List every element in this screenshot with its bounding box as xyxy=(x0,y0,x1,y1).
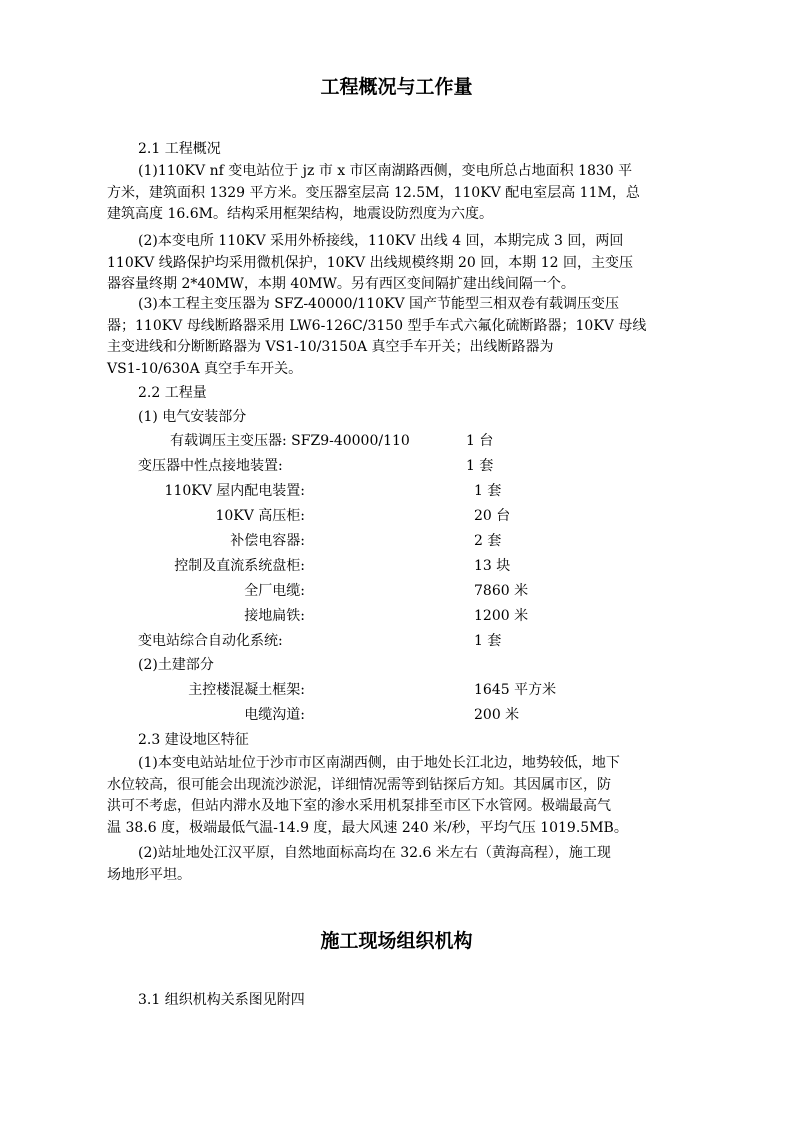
paragraph-2-1-1 xyxy=(107,161,657,226)
line: 建筑高度 16.6M。结构采用框架结构，地震设防烈度为六度。 xyxy=(107,206,493,222)
heading-3-1: 3.1 组织机构关系图见附四 xyxy=(138,992,305,1008)
item-value: 1 套 xyxy=(474,633,502,649)
section-title-organization: 施工现场组织机构 xyxy=(320,930,473,952)
subheading-electrical: (1) 电气安装部分 xyxy=(138,409,247,425)
item-label: 接地扁铁: xyxy=(244,608,305,624)
item-value: 1 套 xyxy=(474,483,502,499)
item-value: 1 套 xyxy=(466,458,494,474)
paragraph-2-3-1 xyxy=(107,753,657,839)
line: 方米，建筑面积 1329 平方米。变压器室层高 12.5M，110KV 配电室层高 11M，总 xyxy=(107,184,640,201)
item-label: 变电站综合自动化系统: xyxy=(138,633,283,649)
item-value: 1200 米 xyxy=(474,608,529,624)
item-label: 控制及直流系统盘柜: xyxy=(174,558,305,574)
item-label: 有载调压主变压器: SFZ9-40000/110 xyxy=(170,433,410,449)
line: (2)站址地处江汉平原，自然地面标高均在 32.6 米左右（黄海高程），施工现 xyxy=(138,845,611,861)
item-value: 20 台 xyxy=(474,508,511,524)
paragraph-2-1-2 xyxy=(107,231,657,296)
item-value: 1 台 xyxy=(466,433,494,449)
heading-2-1: 2.1 工程概况 xyxy=(138,141,221,157)
line: (2)本变电所 110KV 采用外桥接线，110KV 出线 4 回，本期完成 3 回，两回 xyxy=(138,233,624,249)
item-label: 变压器中性点接地装置: xyxy=(138,458,283,474)
paragraph-2-1-3 xyxy=(107,294,657,380)
item-label: 电缆沟道: xyxy=(244,707,305,723)
heading-2-3: 2.3 建设地区特征 xyxy=(138,732,249,748)
line: 洪可不考虑，但站内滞水及地下室的渗水采用机泵排至市区下水管网。极端最高气 xyxy=(107,798,611,814)
line: 器容量终期 2*40MW，本期 40MW。另有西区变间隔扩建出线间隔一个。 xyxy=(107,276,575,292)
item-label: 主控楼混凝土框架: xyxy=(188,682,305,698)
line: VS1-10/630A 真空手车开关。 xyxy=(107,360,303,377)
heading-2-2: 2.2 工程量 xyxy=(138,385,207,401)
item-label: 全厂电缆: xyxy=(244,583,305,599)
line: 器；110KV 母线断路器采用 LW6-126C/3150 型手车式六氟化硫断路器；10KV 母线 xyxy=(107,317,647,334)
item-label: 补偿电容器: xyxy=(230,533,305,549)
subheading-civil: (2)土建部分 xyxy=(138,657,214,673)
item-label: 110KV 屋内配电装置: xyxy=(164,483,305,499)
section-title-overview: 工程概况与工作量 xyxy=(320,76,473,98)
item-value: 1645 平方米 xyxy=(474,682,557,698)
line: 主变进线和分断断路器为 VS1-10/3150A 真空手车开关；出线断路器为 xyxy=(107,339,554,355)
line: 温 38.6 度，极端最低气温-14.9 度，最大风速 240 米/秒，平均气压 1019.5MB。 xyxy=(107,819,628,836)
line: (1)本变电站站址位于沙市市区南湖西侧，由于地处长江北边，地势较低，地下 xyxy=(138,755,620,771)
line: 110KV 线路保护均采用微机保护，10KV 出线规模终期 20 回，本期 12 回，主变压 xyxy=(107,254,634,271)
item-value: 7860 米 xyxy=(474,583,529,599)
item-value: 2 套 xyxy=(474,533,502,549)
item-value: 13 块 xyxy=(474,558,511,574)
line: 水位较高，很可能会出现流沙淤泥，详细情况需等到钻探后方知。其因属市区，防 xyxy=(107,776,611,793)
paragraph-2-3-2 xyxy=(107,843,657,886)
item-label: 10KV 高压柜: xyxy=(215,508,305,524)
line: 场地形平坦。 xyxy=(107,866,191,883)
line: (3)本工程主变压器为 SFZ-40000/110KV 国产节能型三相双卷有载调压变压 xyxy=(138,296,620,312)
item-value: 200 米 xyxy=(474,707,520,723)
line: (1)110KV nf 变电站位于 jz 市 x 市区南湖路西侧，变电所总占地面积 1830 平 xyxy=(138,163,633,179)
